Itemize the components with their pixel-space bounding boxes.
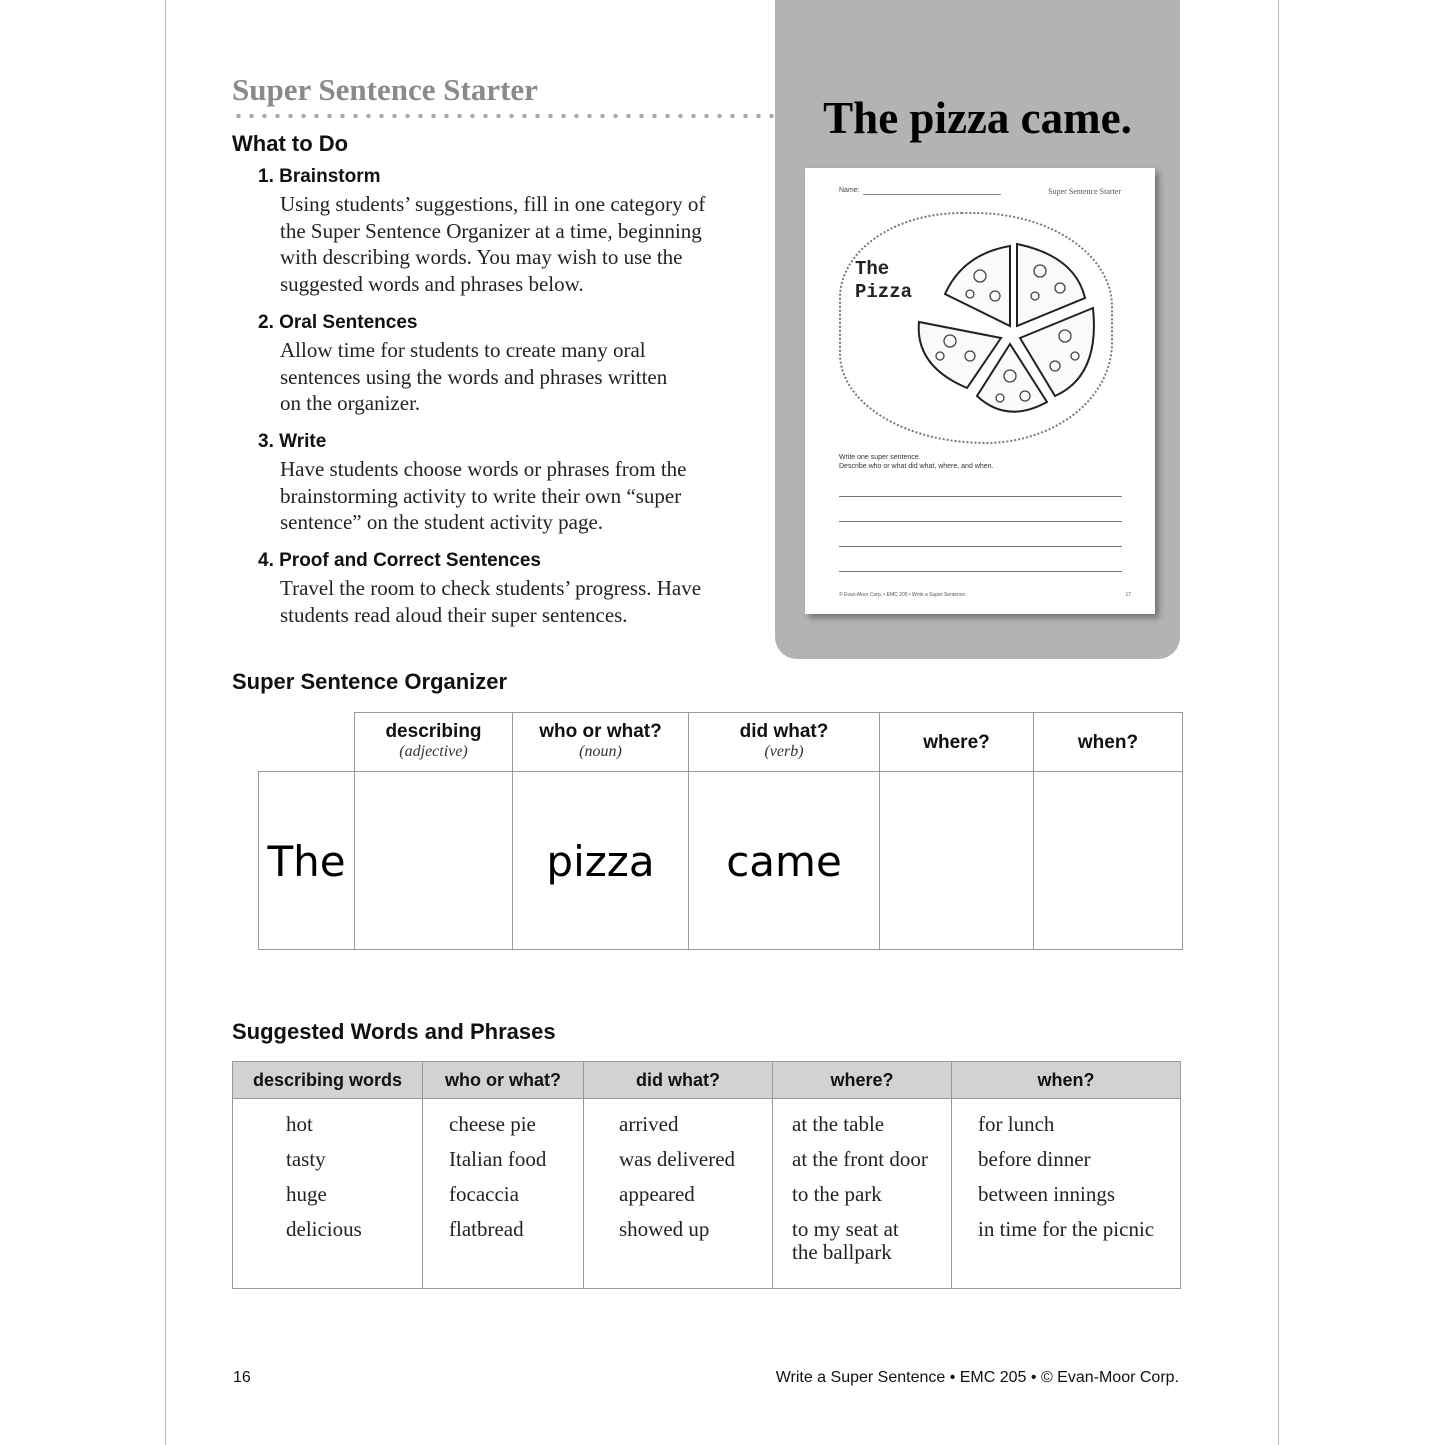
- thumbnail-writing-line: [839, 546, 1122, 547]
- step-body: Allow time for students to create many oral sentences using the words and phrases written on the organizer.: [280, 338, 668, 415]
- section-title: Super Sentence Starter: [232, 72, 538, 107]
- thumbnail-picture-title-line1: The: [855, 258, 890, 280]
- pizza-illustration: [915, 226, 1100, 431]
- list-item: before dinner: [978, 1147, 1091, 1171]
- list-item: at the table: [792, 1112, 885, 1136]
- step-title: 2. Oral Sentences: [258, 312, 418, 333]
- step-title: 4. Proof and Correct Sentences: [258, 550, 541, 571]
- organizer-column-header: [688, 712, 880, 772]
- list-item: huge: [286, 1182, 327, 1206]
- thumbnail-instruction-line1: Write one super sentence.: [839, 454, 921, 461]
- what-to-do-heading: What to Do: [232, 131, 349, 156]
- list-item: was delivered: [619, 1147, 736, 1171]
- thumbnail-name-line: [863, 194, 1001, 195]
- list-item: to my seat at the ballpark: [792, 1217, 899, 1264]
- page-border-right: [1278, 0, 1279, 1445]
- suggested-column-header: describing words: [232, 1061, 423, 1099]
- organizer-header-label: who or what?: [539, 721, 662, 742]
- list-item: appeared: [619, 1182, 695, 1206]
- thumbnail-writing-line: [839, 571, 1122, 572]
- organizer-heading: Super Sentence Organizer: [232, 669, 508, 694]
- suggested-list-who-or-what: [449, 1113, 546, 1253]
- suggested-column-header: did what?: [583, 1061, 773, 1099]
- list-item: focaccia: [449, 1182, 519, 1206]
- suggested-column-header: where?: [772, 1061, 952, 1099]
- organizer-cell: [688, 771, 880, 950]
- organizer-header-sub: (adjective): [399, 743, 468, 760]
- list-item: Italian food: [449, 1147, 547, 1171]
- thumbnail-instruction-line2: Describe who or what did what, where, and when.: [839, 463, 994, 470]
- list-item: between innings: [978, 1182, 1116, 1206]
- suggested-heading: Suggested Words and Phrases: [232, 1019, 556, 1044]
- organizer-column-header: [512, 712, 689, 772]
- organizer-header-sub: (noun): [579, 743, 622, 760]
- thumbnail-name-label: Name:: [839, 187, 860, 194]
- suggested-column-header: when?: [951, 1061, 1181, 1099]
- list-item: for lunch: [978, 1112, 1055, 1136]
- organizer-cell-text: pizza: [546, 837, 655, 886]
- organizer-header-sub: (verb): [764, 743, 804, 760]
- list-item: showed up: [619, 1217, 710, 1241]
- step-title: 1. Brainstorm: [258, 166, 381, 187]
- list-item: delicious: [286, 1217, 362, 1241]
- list-item: hot: [286, 1112, 313, 1136]
- list-item: at the front door: [792, 1147, 928, 1171]
- suggested-list-where: [792, 1113, 928, 1276]
- list-item: cheese pie: [449, 1112, 536, 1136]
- organizer-cell: [258, 771, 355, 950]
- list-item: in time for the picnic: [978, 1217, 1155, 1241]
- thumbnail-instructions: [839, 453, 993, 471]
- list-item: to the park: [792, 1182, 882, 1206]
- thumbnail-picture-title: [855, 258, 912, 304]
- step-body: Travel the room to check students’ progress. Have students read aloud their super sentences.: [280, 576, 702, 627]
- organizer-cell: [879, 771, 1034, 950]
- organizer-cell: [1033, 771, 1183, 950]
- starter-sentence: The pizza came.: [823, 93, 1132, 143]
- thumbnail-footer: © Evan-Moor Corp. • EMC 205 • Write a Super Sentence: [839, 592, 966, 598]
- step-title: 3. Write: [258, 431, 327, 452]
- organizer-cell-text: came: [726, 837, 842, 886]
- thumbnail-writing-line: [839, 496, 1122, 497]
- organizer-header-label: when?: [1077, 732, 1139, 753]
- footer-credit: Write a Super Sentence • EMC 205 • © Evan-Moor Corp.: [775, 1369, 1179, 1386]
- organizer-header-label: did what?: [739, 721, 829, 742]
- organizer-column-header: [354, 712, 513, 772]
- organizer-column-header: [879, 712, 1034, 772]
- list-item: arrived: [619, 1112, 679, 1136]
- suggested-list-when: [978, 1113, 1154, 1253]
- thumbnail-page-number: 17: [1125, 592, 1131, 598]
- list-item: flatbread: [449, 1217, 524, 1241]
- organizer-header-label: describing: [385, 721, 482, 742]
- suggested-column-header: who or what?: [422, 1061, 584, 1099]
- page-number: 16: [233, 1369, 251, 1386]
- thumbnail-picture-title-line2: Pizza: [855, 281, 913, 303]
- page-border-left: [165, 0, 166, 1445]
- thumbnail-writing-line: [839, 521, 1122, 522]
- activity-page-thumbnail: [805, 168, 1155, 614]
- organizer-cell-text: The: [267, 837, 346, 886]
- step-body: Have students choose words or phrases from the brainstorming activity to write their own “super sentence” on the student activity page.: [280, 457, 687, 534]
- dotted-divider: [232, 112, 777, 120]
- suggested-list-describing: [286, 1113, 362, 1253]
- organizer-cell: [354, 771, 513, 950]
- step-body: Using students’ suggestions, fill in one category of the Super Sentence Organizer at a time, beginning with describing words. You may wish to use the suggested words and phrases below.: [280, 192, 706, 296]
- suggested-list-did-what: [619, 1113, 735, 1253]
- thumbnail-header-label: Super Sentence Starter: [1048, 187, 1121, 196]
- organizer-cell: [512, 771, 689, 950]
- organizer-column-header: [1033, 712, 1183, 772]
- organizer-header-label: where?: [923, 732, 990, 753]
- list-item: tasty: [286, 1147, 326, 1171]
